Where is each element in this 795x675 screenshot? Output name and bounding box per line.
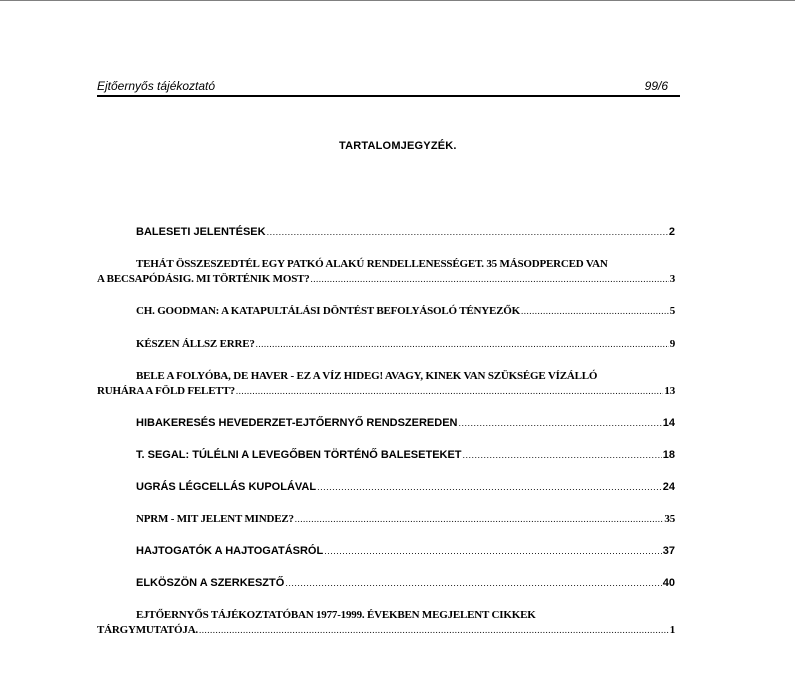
issue-number: 99/6 (644, 79, 668, 93)
toc-page-number: 18 (662, 449, 675, 461)
dot-leader (256, 337, 669, 352)
toc-entry-title: EJTŐERNYŐS TÁJÉKOZTATÓBAN 1977-1999. ÉVEKBEN MEGJELENT CIKKEK (136, 609, 536, 621)
toc-page-number: 37 (662, 545, 675, 557)
toc-entry-title: BELE A FOLYÓBA, DE HAVER - EZ A VÍZ HIDEG! AVAGY, KINEK VAN SZÜKSÉGE VÍZÁLLÓ (136, 370, 598, 382)
dot-leader (199, 623, 669, 638)
toc-page-number: 1 (669, 624, 675, 636)
toc-entry-title: A BECSAPÓDÁSIG. MI TÖRTÉNIK MOST? (97, 273, 310, 285)
toc-title: TARTALOMJEGYZÉK. (339, 140, 457, 152)
toc-entry-line (97, 225, 675, 240)
toc-page-number: 3 (669, 273, 675, 285)
toc-entry-line (97, 544, 675, 559)
toc-page-number: 14 (662, 417, 675, 429)
toc-entry[interactable] (97, 576, 675, 591)
toc-entry-title: UGRÁS LÉGCELLÁS KUPOLÁVAL (136, 481, 317, 493)
dot-leader (324, 544, 662, 559)
toc-entry[interactable] (97, 608, 675, 638)
page-header (97, 77, 680, 97)
dot-leader (311, 272, 669, 287)
toc-entry[interactable] (97, 480, 675, 495)
toc-entry-line (97, 576, 675, 591)
dot-leader (521, 304, 669, 319)
toc-entry[interactable] (97, 337, 675, 352)
toc-entry-title: CH. GOODMAN: A KATAPULTÁLÁSI DÖNTÉST BEFOLYÁSOLÓ TÉNYEZŐK (136, 305, 520, 317)
toc-entry-line (97, 448, 675, 463)
toc-entry-line (97, 416, 675, 431)
toc-entry-line (97, 304, 675, 319)
toc-entry[interactable] (97, 448, 675, 463)
dot-leader (267, 225, 668, 240)
publication-title: Ejtőernyős tájékoztató (97, 79, 216, 93)
toc-page-number: 9 (669, 338, 675, 350)
toc-entry-line (97, 384, 675, 399)
toc-entry[interactable] (97, 512, 675, 527)
dot-leader (285, 576, 661, 591)
toc-entry-title: TÁRGYMUTATÓJA. (97, 624, 198, 636)
toc-entry-title: T. SEGAL: TÚLÉLNI A LEVEGŐBEN TÖRTÉNŐ BALESETEKET (136, 449, 462, 461)
toc-entry-title: BALESETI JELENTÉSEK (136, 226, 266, 238)
dot-leader (459, 416, 662, 431)
toc-entry[interactable] (97, 304, 675, 319)
toc-entry-title: HAJTOGATÓK A HAJTOGATÁSRÓL (136, 545, 324, 557)
toc-entry-line (97, 608, 675, 623)
toc-entry-title: HIBAKERESÉS HEVEDERZET-EJTŐERNYŐ RENDSZEREDEN (136, 417, 458, 429)
dot-leader (317, 480, 662, 495)
toc-entry[interactable] (97, 369, 675, 399)
toc-entry-line (97, 480, 675, 495)
toc-page-number: 13 (664, 385, 675, 397)
toc-entry[interactable] (97, 225, 675, 240)
toc-entry-title: KÉSZEN ÁLLSZ ERRE? (136, 338, 255, 350)
toc-entry[interactable] (97, 257, 675, 287)
toc-entry-title: NPRM - MIT JELENT MINDEZ? (136, 513, 294, 525)
toc-entry-title: TEHÁT ÖSSZESZEDTÉL EGY PATKÓ ALAKÚ RENDELLENESSÉGET. 35 MÁSODPERCED VAN (136, 258, 608, 270)
dot-leader (236, 384, 663, 399)
toc-page-number: 35 (664, 513, 675, 525)
toc-entry[interactable] (97, 416, 675, 431)
toc-entry-line (97, 369, 675, 384)
toc-page-number: 24 (662, 481, 675, 493)
toc-entry[interactable] (97, 544, 675, 559)
toc-entry-line (97, 337, 675, 352)
toc-entry-line (97, 623, 675, 638)
toc-entry-line (97, 512, 675, 527)
toc-page-number: 2 (668, 226, 675, 238)
toc-entry-title: ELKÖSZÖN A SZERKESZTŐ (136, 577, 285, 589)
toc-page-number: 40 (662, 577, 675, 589)
dot-leader (295, 512, 664, 527)
toc-entry-line (97, 257, 675, 272)
dot-leader (463, 448, 662, 463)
toc-page-number: 5 (669, 305, 675, 317)
toc-entry-title: RUHÁRA A FÖLD FELETT? (97, 385, 235, 397)
toc-entry-line (97, 272, 675, 287)
